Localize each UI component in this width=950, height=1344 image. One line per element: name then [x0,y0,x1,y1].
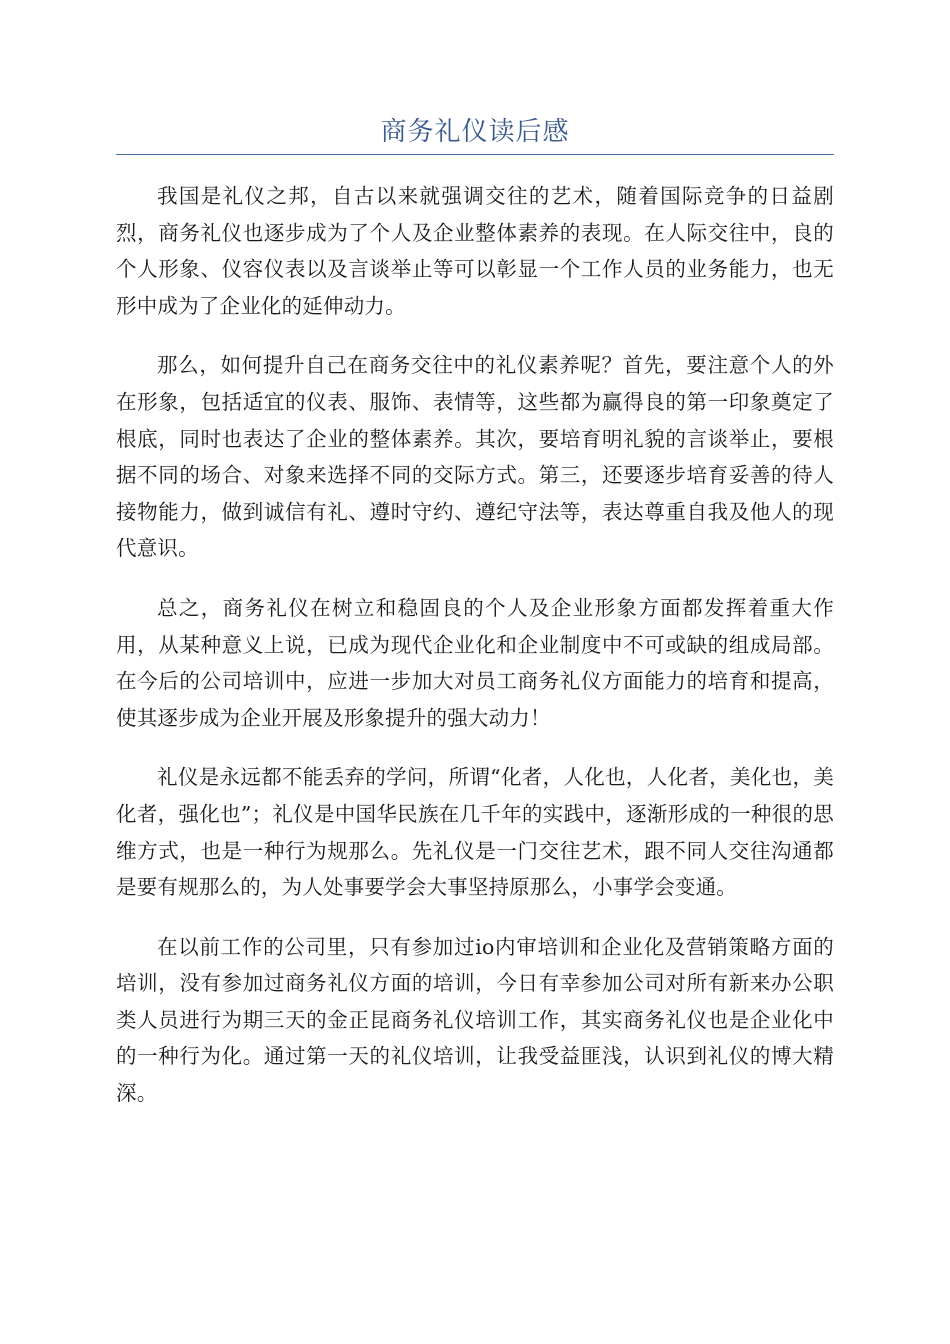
paragraph-3: 总之，商务礼仪在树立和稳固良的个人及企业形象方面都发挥着重大作用，从某种意义上说，已成为现代企业化和企业制度中不可或缺的组成局部。在今后的公司培训中，应进一步加大对员工商务礼仪方面能力的培育和提高，使其逐步成为企业开展及形象提升的强大动力！ [116,595,834,730]
title-underline [116,154,834,155]
document-body [116,178,834,1135]
document-title: 商务礼仪读后感 [380,117,570,147]
paragraph-5: 在以前工作的公司里，只有参加过io内审培训和企业化及营销策略方面的培训，没有参加过商务礼仪方面的培训，今日有幸参加公司对所有新来办公职类人员进行为期三天的金正昆商务礼仪培训工作，其实商务礼仪也是企业化中的一种行为化。通过第一天的礼仪培训，让我受益匪浅，认识到礼仪的博大精深。 [116,934,834,1106]
paragraph-4: 礼仪是永远都不能丢弃的学问，所谓“化者，人化也，人化者，美化也，美化者，强化也”；礼仪是中国华民族在几千年的实践中，逐渐形成的一种很的思维方式，也是一种行为规那么。先礼仪是一门交往艺术，跟不同人交往沟通都是要有规那么的，为人处事要学会大事坚持原那么，小事学会变通。 [116,765,834,900]
paragraph-2: 那么，如何提升自己在商务交往中的礼仪素养呢？首先，要注意个人的外在形象，包括适宜的仪表、服饰、表情等，这些都为赢得良的第一印象奠定了根底，同时也表达了企业的整体素养。其次，要培育明礼貌的言谈举止，要根据不同的场合、对象来选择不同的交际方式。第三，还要逐步培育妥善的待人接物能力，做到诚信有礼、遵时守约、遵纪守法等，表达尊重自我及他人的现代意识。 [116,353,834,561]
paragraph-1: 我国是礼仪之邦，自古以来就强调交往的艺术，随着国际竞争的日益剧烈，商务礼仪也逐步成为了个人及企业整体素养的表现。在人际交往中，良的个人形象、仪容仪表以及言谈举止等可以彰显一个工作人员的业务能力，也无形中成为了企业化的延伸动力。 [116,184,834,318]
